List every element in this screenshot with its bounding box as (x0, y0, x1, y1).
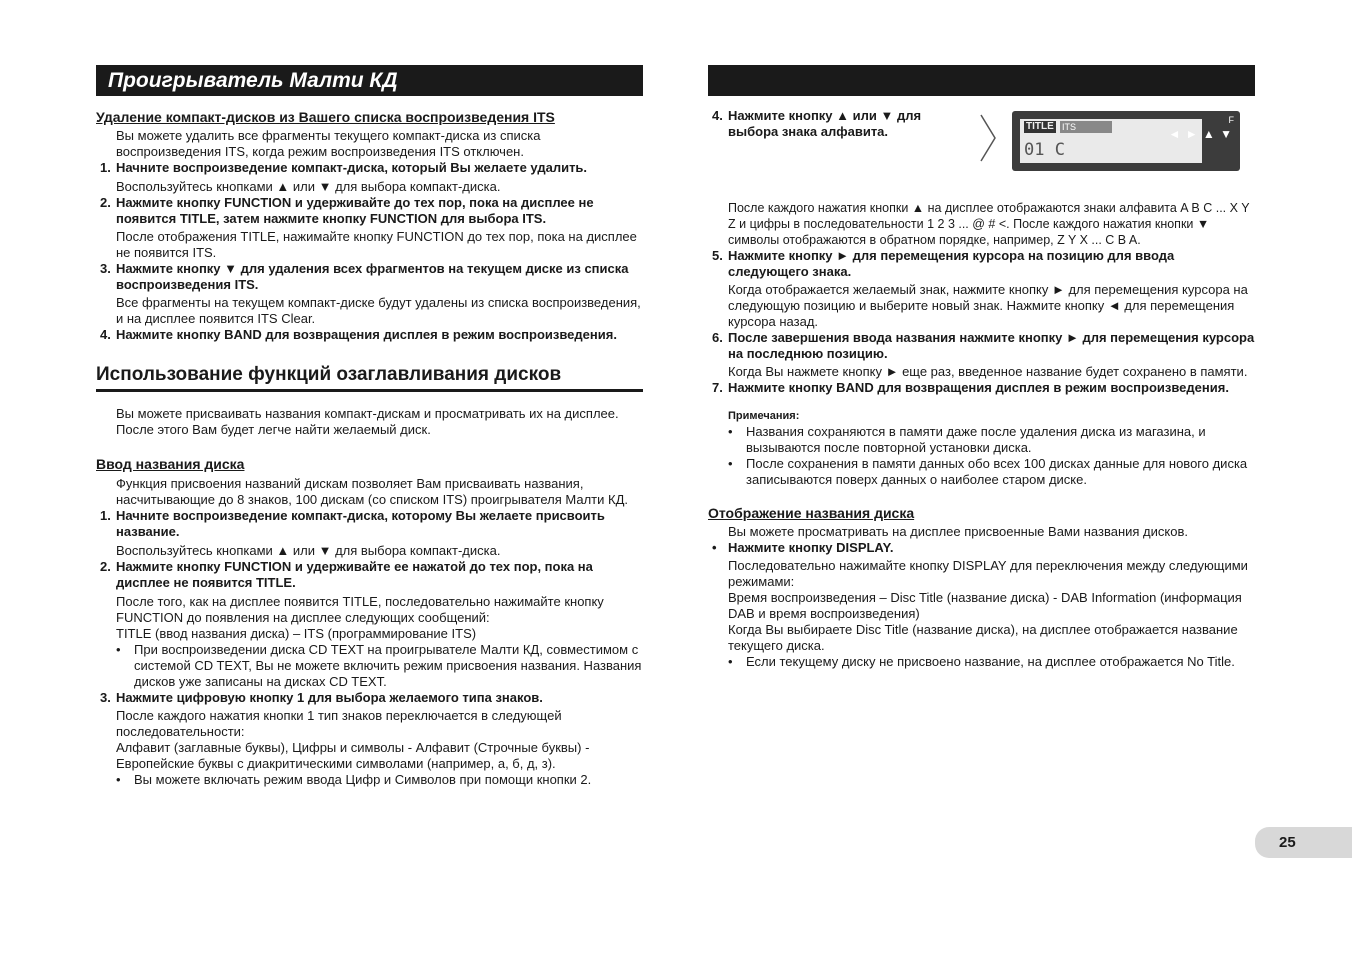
list-item: • После сохранения в памяти данных обо всех 100 дисках данные для нового диска записываются поверх данных о наиболее старом диске. (728, 456, 1248, 487)
paragraph: Когда Вы нажмете кнопку ► еще раз, введенное название будет сохранено в памяти. (728, 364, 1248, 379)
lcd-f-indicator: F (1228, 115, 1234, 125)
step-3: 3. Нажмите кнопку ▼ для удаления всех фрагментов на текущем диске из списка воспроизведения ITS. (100, 261, 629, 292)
page-banner-blank (708, 65, 1255, 96)
section-title-its-delete: Удаление компакт-дисков из Вашего списка воспроизведения ITS (96, 109, 555, 125)
pointer-arrow-icon (980, 114, 996, 162)
list-item: • Названия сохраняются в памяти даже после удаления диска из магазина, и вызываются после повторной установки диска. (728, 424, 1206, 455)
paragraph: После того, как на дисплее появится TITLE, последовательно нажимайте кнопку FUNCTION до появления на дисплее следующих сообщений: (116, 594, 604, 625)
paragraph: Время воспроизведения – Disc Title (название диска) - DAB Information (информация DAB и время воспроизведения) (728, 590, 1242, 621)
section-title-disc-name: Ввод названия диска (96, 456, 245, 472)
step-6: 6. После завершения ввода названия нажмите кнопку ► для перемещения курсора на последнюю позицию. (712, 330, 1255, 361)
paragraph: Вы можете просматривать на дисплее присвоенные Вами названия дисков. (728, 524, 1188, 539)
step-7: 7. Нажмите кнопку BAND для возвращения дисплея в режим воспроизведения. (712, 380, 1229, 395)
paragraph: Воспользуйтесь кнопками ▲ или ▼ для выбора компакт-диска. (116, 543, 501, 558)
paragraph: Вы можете присваивать названия компакт-дискам и просматривать их на дисплее. После этого Вам будет легче найти желаемый диск. (116, 406, 619, 437)
lcd-display-illustration (1012, 111, 1240, 171)
lcd-title-label: TITLE (1026, 121, 1054, 132)
paragraph: Когда Вы выбираете Disc Title (название диска), на дисплее отображается название текущего диска. (728, 622, 1238, 653)
step-1: 1. Начните воспроизведение компакт-диска, которому Вы желаете присвоить название. (100, 508, 605, 539)
page-banner: Проигрыватель Малти КД (96, 65, 643, 96)
step-2: 2. Нажмите кнопку FUNCTION и удерживайте до тех пор, пока на дисплее не появится TITLE, затем нажмите кнопку FUNCTION для выбора ITS. (100, 195, 594, 226)
paragraph: Все фрагменты на текущем компакт-диске будут удалены из списка воспроизведения, и на дисплее появится ITS Clear. (116, 295, 641, 326)
lcd-navigation-icon: ◄ ► ▲ ▼ (1168, 127, 1233, 141)
paragraph: После каждого нажатия кнопки 1 тип знаков переключается в следующей последовательности: (116, 708, 562, 739)
notes-title: Примечания: (728, 410, 800, 422)
paragraph: Воспользуйтесь кнопками ▲ или ▼ для выбора компакт-диска. (116, 179, 501, 194)
section-title-display: Отображение названия диска (708, 505, 915, 521)
step-4: 4. Нажмите кнопку BAND для возвращения дисплея в режим воспроизведения. (100, 327, 617, 342)
paragraph: Последовательно нажимайте кнопку DISPLAY для переключения между следующими режимами: (728, 558, 1248, 589)
lcd-disc-readout: 01 C (1024, 140, 1065, 160)
paragraph: Когда отображается желаемый знак, нажмите кнопку ► для перемещения курсора на следующую позицию и выберите новый знак. Нажмите кнопку ◄ для перемещения курсора назад. (728, 282, 1248, 329)
list-item: • При воспроизведении диска CD TEXT на проигрывателе Малти КД, совместимом с системой CD TEXT, Вы не можете включить режим присвоения названия. Названия дисков уже записаны на дисках CD TEXT. (116, 642, 642, 689)
paragraph: Алфавит (заглавные буквы), Цифры и символы - Алфавит (Строчные буквы) - Европейские буквы с диакритическими символами (например, а, б, д, з). (116, 740, 590, 771)
list-item: • Если текущему диску не присвоено название, на дисплее отображается No Title. (728, 654, 1235, 669)
lcd-its-label: ITS (1060, 121, 1112, 133)
step-2: 2. Нажмите кнопку FUNCTION и удерживайте ее нажатой до тех пор, пока на дисплее не появится TITLE. (100, 559, 593, 590)
bullet-step: • Нажмите кнопку DISPLAY. (712, 540, 894, 555)
paragraph: Вы можете удалить все фрагменты текущего компакт-диска из списка воспроизведения ITS, когда режим воспроизведения ITS отключен. (116, 128, 541, 159)
page-number: 25 (1255, 827, 1352, 858)
paragraph: Функция присвоения названий дискам позволяет Вам присваивать названия, насчитывающие до 8 знаков, 100 дискам (со списком ITS) проигрывателя Малти КД. (116, 476, 628, 507)
paragraph: После отображения TITLE, нажимайте кнопку FUNCTION до тех пор, пока на дисплее не появится ITS. (116, 229, 637, 260)
step-3: 3. Нажмите цифровую кнопку 1 для выбора желаемого типа знаков. (100, 690, 543, 705)
left-column (96, 65, 643, 788)
step-4: 4. Нажмите кнопку ▲ или ▼ для выбора знака алфавита. (712, 108, 922, 139)
section-heading-titles: Использование функций озаглавливания дисков (96, 363, 643, 392)
paragraph: TITLE (ввод названия диска) – ITS (программирование ITS) (116, 626, 477, 641)
paragraph: После каждого нажатия кнопки ▲ на дисплее отображаются знаки алфавита A B C ... X Y Z и цифры в последовательности 1 2 3 ... @ # <. После каждого нажатия кнопки ▼ символы отображаются в обратном порядке, например, Z Y X ... C B A. (728, 201, 1250, 247)
list-item: • Вы можете включать режим ввода Цифр и Символов при помощи кнопки 2. (116, 772, 592, 787)
step-5: 5. Нажмите кнопку ► для перемещения курсора на позицию для ввода следующего знака. (712, 248, 1175, 279)
step-1: 1. Начните воспроизведение компакт-диска, который Вы желаете удалить. (100, 160, 588, 175)
